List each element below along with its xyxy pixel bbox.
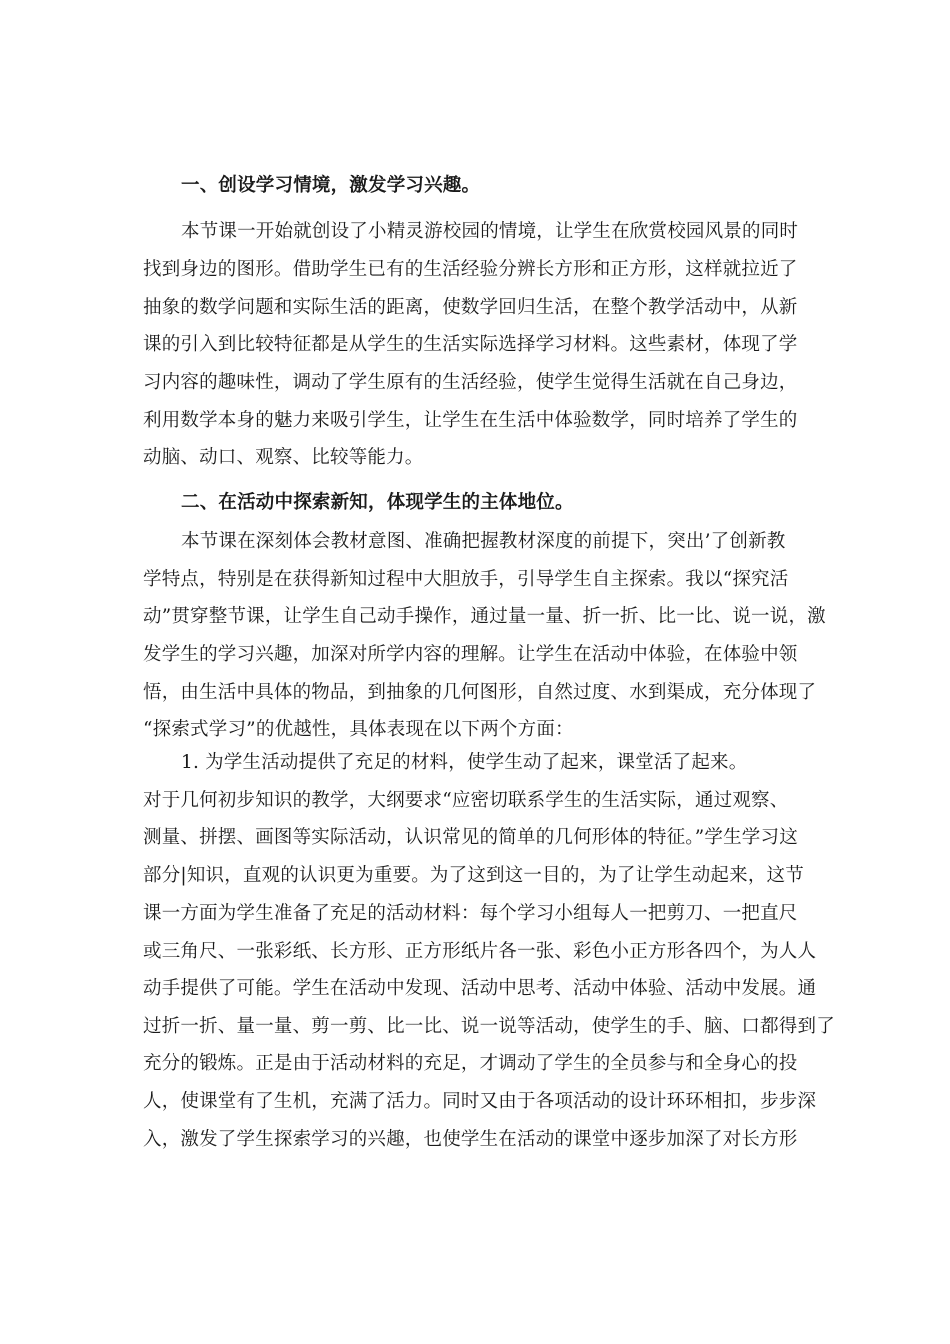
paragraph-3-line: 部分|知识，直观的认识更为重要。为了这到这一目的，为了让学生动起来，这节	[143, 865, 804, 886]
paragraph-3-line: 过折一折、量一量、剪一剪、比一比、说一说等活动，使学生的手、脑、口都得到了	[143, 1016, 835, 1037]
paragraph-2-line: 学特点，特别是在获得新知过程中大胆放手，引导学生自主探索。我以“探究活	[143, 569, 789, 590]
paragraph-3-line: 或三角尺、一张彩纸、长方形、正方形纸片各一张、彩色小正方形各四个，为人人	[143, 941, 817, 962]
paragraph-3-line: 人，使课堂有了生机，充满了活力。同时又由于各项活动的设计环环相扣，步步深	[143, 1091, 817, 1112]
paragraph-3-line: 充分的锻炼。正是由于活动材料的充足，才调动了学生的全员参与和全身心的投	[143, 1053, 798, 1074]
paragraph-1-line: 利用数学本身的魅力来吸引学生，让学生在生活中体验数学，同时培养了学生的	[143, 410, 798, 431]
paragraph-3-line: 课一方面为学生准备了充足的活动材料：每个学习小组每人一把剪刀、一把直尺	[143, 903, 798, 924]
paragraph-2-line: 动”贯穿整节课，让学生自己动手操作，通过量一量、折一折、比一比、说一说，激	[143, 606, 826, 627]
paragraph-2-line: 本节课在深刻体会教材意图、准确把握教材深度的前提下，突出’了创新教	[181, 531, 786, 552]
paragraph-2-line: 发学生的学习兴趣，加深对所学内容的理解。让学生在活动中体验，在体验中领	[143, 644, 798, 665]
paragraph-3-line: 入，激发了学生探索学习的兴趣，也使学生在活动的课堂中逐步加深了对长方形	[143, 1129, 798, 1150]
paragraph-1-line: 找到身边的图形。借助学生已有的生活经验分辨长方形和正方形，这样就拉近了	[143, 259, 798, 280]
section-heading-1: 一、创设学习情境，激发学习兴趣。	[181, 175, 481, 196]
paragraph-1-line: 本节课一开始就创设了小精灵游校园的情境，让学生在欣赏校园风景的同时	[181, 221, 799, 242]
paragraph-1-line: 动脑、动口、观察、比较等能力。	[143, 447, 424, 468]
list-item-1: 1. 为学生活动提供了充足的材料，使学生动了起来，课堂活了起来。	[181, 752, 748, 773]
section-heading-2: 二、在活动中探索新知，体现学生的主体地位。	[181, 492, 574, 513]
paragraph-2-line: 悟，由生活中具体的物品，到抽象的几何图形，自然过度、水到渠成，充分体现了	[143, 682, 817, 703]
paragraph-1-line: 习内容的趣味性，调动了学生原有的生活经验，使学生觉得生活就在自己身边，	[143, 372, 798, 393]
paragraph-3-line: 动手提供了可能。学生在活动中发现、活动中思考、活动中体验、活动中发展。通	[143, 978, 817, 999]
paragraph-1-line: 课的引入到比较特征都是从学生的生活实际选择学习材料。这些素材，体现了学	[143, 334, 798, 355]
paragraph-1-line: 抽象的数学问题和实际生活的距离，使数学回归生活，在整个教学活动中，从新	[143, 297, 798, 318]
paragraph-2-line: “探索式学习”的优越性，具体表现在以下两个方面：	[143, 719, 574, 740]
paragraph-3-line: 测量、拼摆、画图等实际活动，认识常见的简单的几何形体的特征。”学生学习这	[143, 827, 798, 848]
paragraph-3-line: 对于几何初步知识的教学，大纲要求“应密切联系学生的生活实际，通过观察、	[143, 790, 789, 811]
